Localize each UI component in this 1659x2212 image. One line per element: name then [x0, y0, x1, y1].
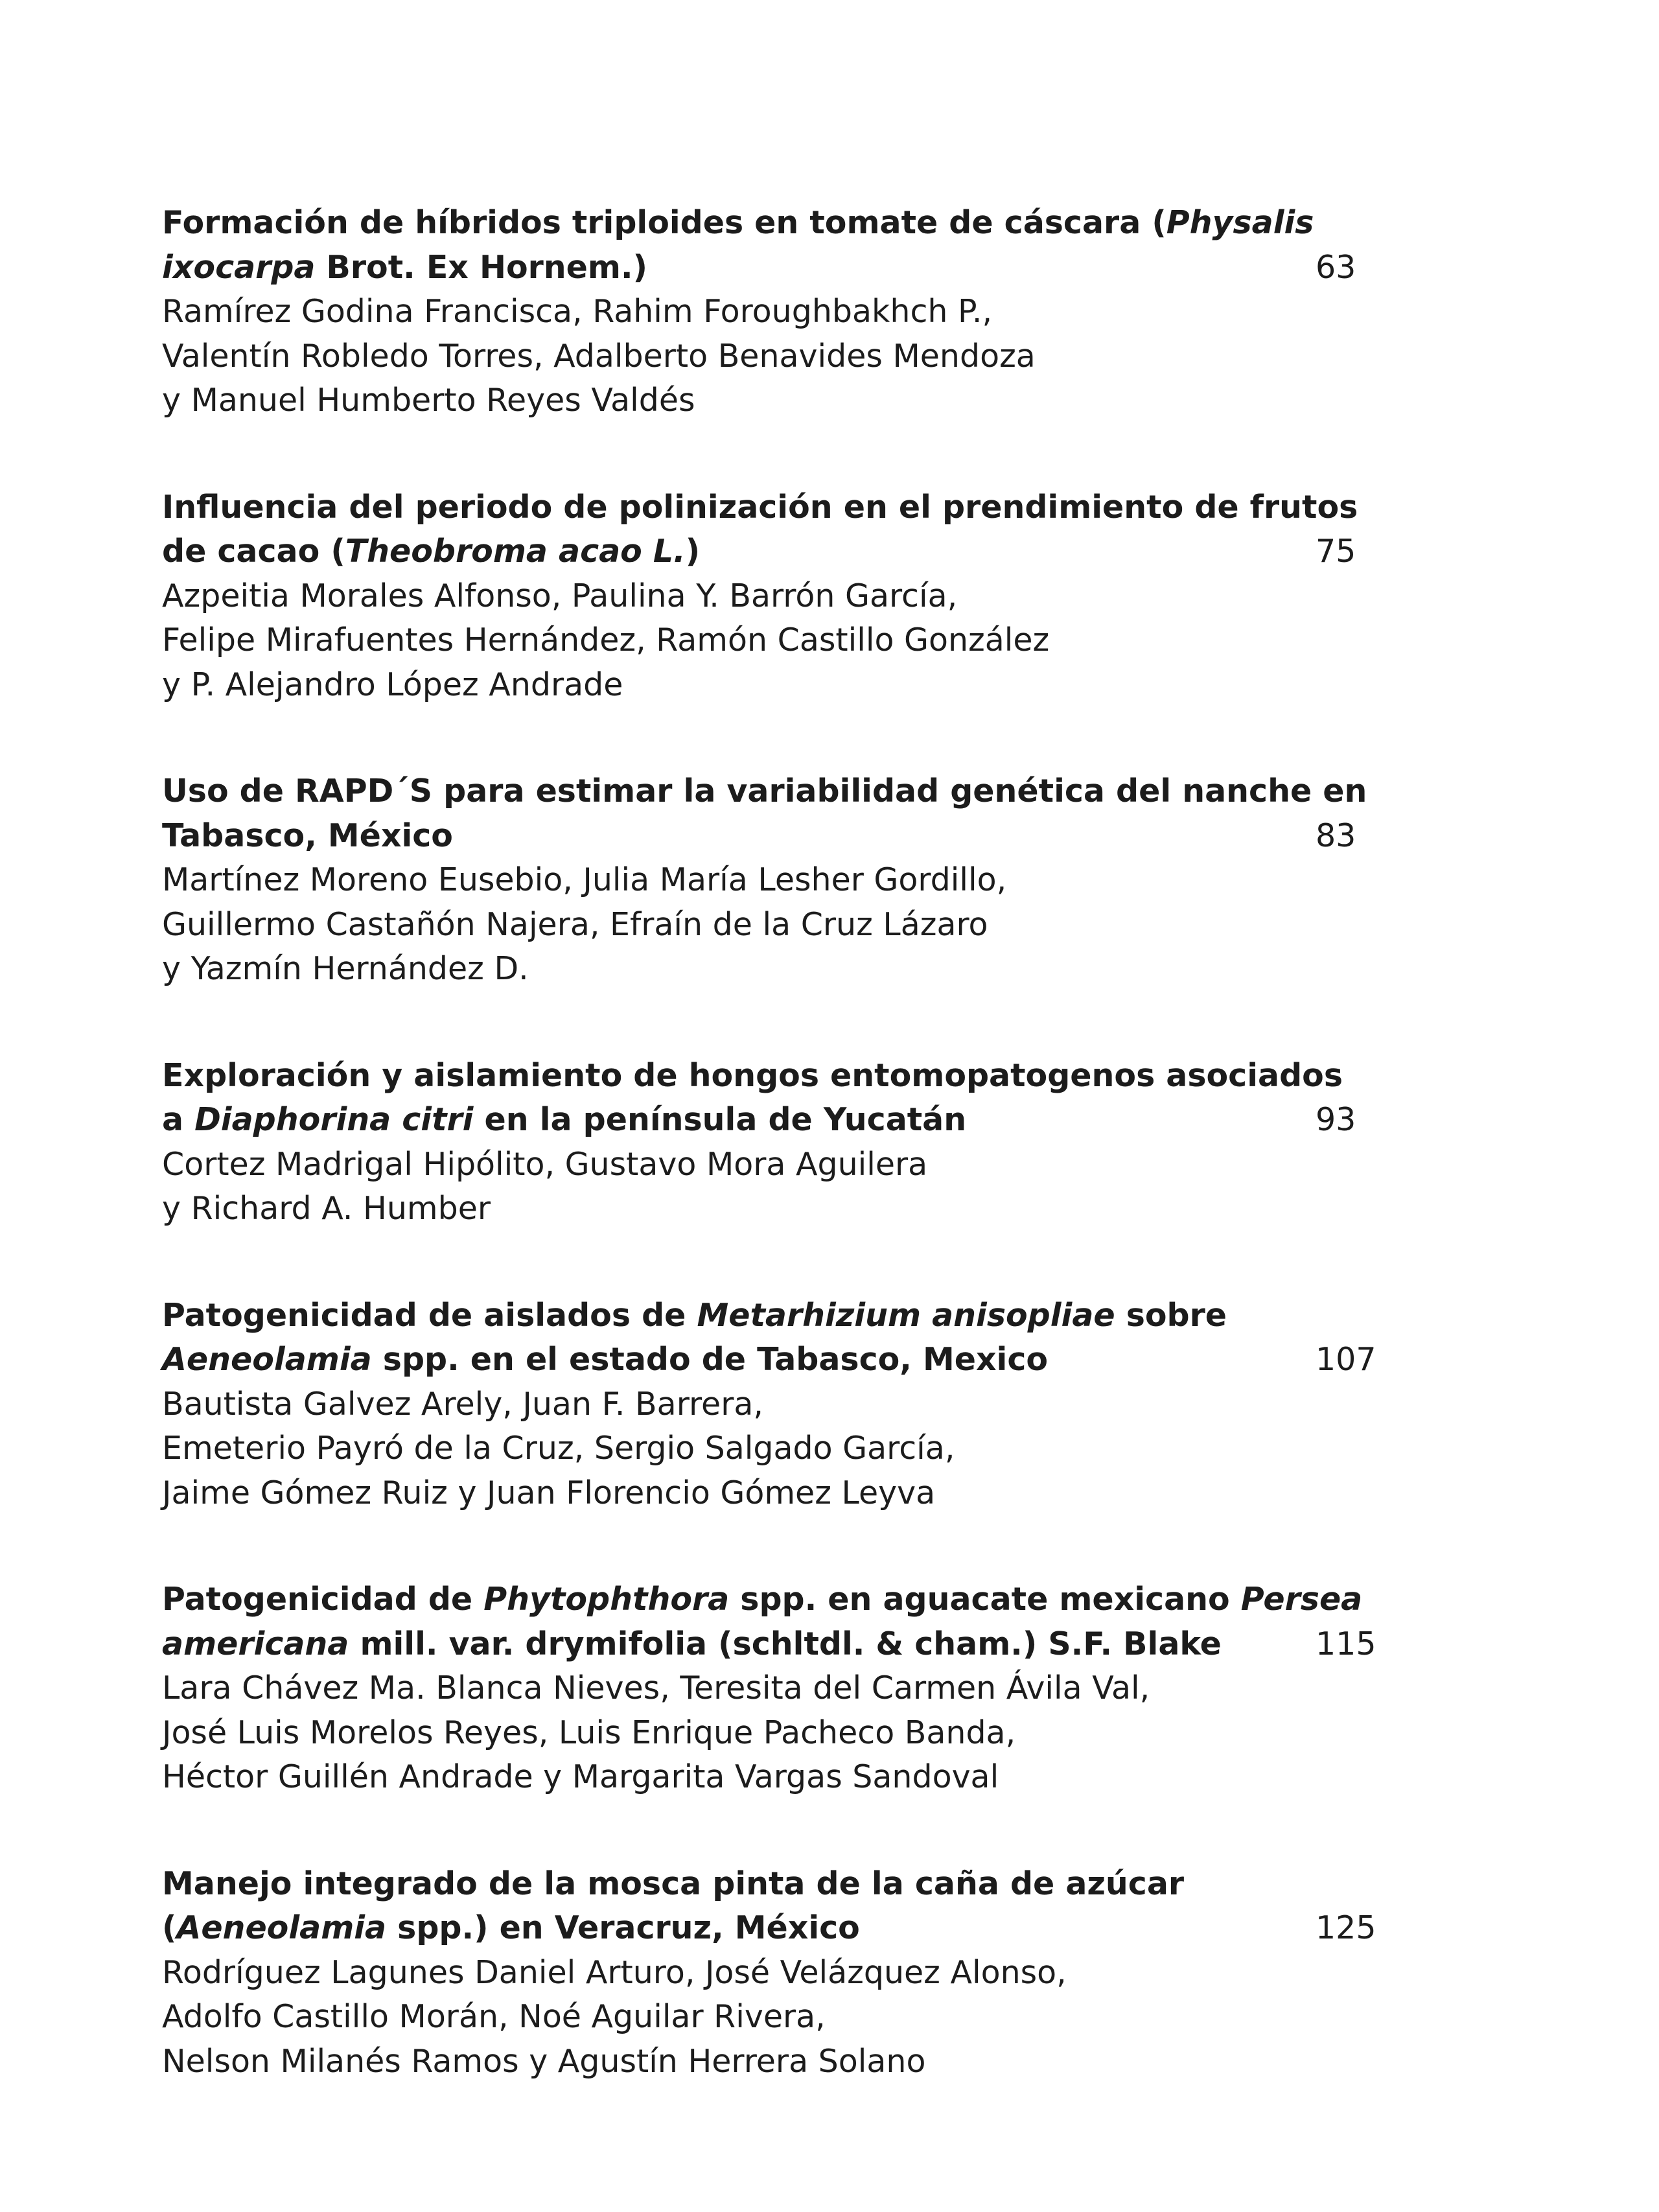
entry-title-line	[162, 1578, 1363, 1622]
entry-title-line	[162, 530, 1296, 574]
entry-authors-line: Ramírez Godina Francisca, Rahim Foroughbakhch P.,	[162, 293, 993, 330]
title-italic-segment: Diaphorina citri	[194, 1101, 474, 1138]
entry-title-line	[162, 1294, 1296, 1338]
page-number: 83	[1316, 817, 1356, 854]
entry-title-line	[162, 1098, 1296, 1143]
entry-authors-line: Cortez Madrigal Hipólito, Gustavo Mora Aguilera	[162, 1145, 928, 1183]
entry-authors-line: Martínez Moreno Eusebio, Julia María Lesher Gordillo,	[162, 861, 1007, 898]
entry-authors-line: Lara Chávez Ma. Blanca Nieves, Teresita del Carmen Ávila Val,	[162, 1670, 1150, 1706]
title-italic-segment: Physalis	[1166, 204, 1314, 241]
title-segment: Manejo integrado de la mosca pinta de la caña de azúcar	[162, 1865, 1185, 1902]
entry-authors-line: y P. Alejandro López Andrade	[162, 666, 623, 703]
entry-title-line	[162, 485, 1358, 530]
entry-authors-line: Jaime Gómez Ruiz y Juan Florencio Gómez Leyva	[162, 1474, 936, 1511]
title-segment: Brot. Ex Hornem.)	[315, 248, 647, 286]
entry-authors-line: y Richard A. Humber	[162, 1190, 491, 1227]
toc-entry	[162, 201, 1393, 423]
toc-entry	[162, 1862, 1393, 2084]
title-segment: Influencia del periodo de polinización en el prendimiento de frutos	[162, 488, 1358, 526]
entry-title-line	[162, 814, 1296, 859]
entry-authors-line: Emeterio Payró de la Cruz, Sergio Salgado García,	[162, 1430, 955, 1467]
entry-title-line	[162, 1622, 1296, 1667]
title-segment: Uso de RAPD´S para estimar la variabilidad genética del nanche en	[162, 773, 1367, 809]
entry-authors-line: José Luis Morelos Reyes, Luis Enrique Pacheco Banda,	[162, 1714, 1016, 1751]
entry-title-line	[162, 1054, 1343, 1099]
toc-entry	[162, 1054, 1393, 1231]
toc-entry	[162, 1578, 1393, 1800]
title-segment: Patogenicidad de	[162, 1581, 484, 1618]
entry-authors-line: Adolfo Castillo Morán, Noé Aguilar Rivera,	[162, 1998, 826, 2035]
entry-title-line	[162, 246, 1296, 290]
page-number: 75	[1316, 533, 1356, 570]
title-segment: Patogenicidad de aislados de	[162, 1296, 697, 1334]
title-italic-segment: Theobroma acao L.	[345, 533, 686, 570]
entry-authors-line: Rodríguez Lagunes Daniel Arturo, José Velázquez Alonso,	[162, 1953, 1067, 1991]
title-segment: sobre	[1115, 1296, 1227, 1334]
title-italic-segment: Metarhizium anisopliae	[697, 1296, 1115, 1334]
title-segment: de cacao (	[162, 533, 345, 570]
title-segment: )	[685, 533, 701, 570]
page-number: 125	[1316, 1909, 1376, 1946]
entry-title-line	[162, 201, 1314, 246]
entry-authors-line: Héctor Guillén Andrade y Margarita Vargas Sandoval	[162, 1758, 999, 1795]
title-italic-segment: Aeneolamia	[176, 1909, 387, 1946]
entry-title-line	[162, 1862, 1296, 1907]
entry-authors-line: y Yazmín Hernández D.	[162, 950, 529, 987]
page-number: 107	[1316, 1341, 1376, 1378]
title-segment: (	[162, 1909, 177, 1946]
title-segment: spp.) en Veracruz, México	[386, 1909, 860, 1946]
toc-entry	[162, 485, 1393, 708]
title-segment: spp. en aguacate mexicano	[729, 1581, 1241, 1618]
title-italic-segment: Persea	[1240, 1581, 1363, 1618]
entry-authors-line: Guillermo Castañón Najera, Efraín de la Cruz Lázaro	[162, 905, 988, 943]
title-italic-segment: Aeneolamia	[162, 1341, 372, 1378]
toc-entry	[162, 1294, 1393, 1516]
title-italic-segment: ixocarpa	[162, 248, 316, 286]
title-segment: mill. var. drymifolia (schltdl. & cham.) S.F. Blake	[349, 1625, 1222, 1662]
entry-authors-line: Felipe Mirafuentes Hernández, Ramón Castillo González	[162, 622, 1050, 658]
page-number: 93	[1316, 1101, 1356, 1138]
title-segment: a	[162, 1101, 195, 1138]
page-number: 115	[1316, 1625, 1376, 1662]
page-number: 63	[1316, 248, 1356, 286]
entry-title-line	[162, 1338, 1296, 1382]
entry-title-line	[162, 1906, 1296, 1951]
entry-authors-line: Valentín Robledo Torres, Adalberto Benavides Mendoza	[162, 337, 1036, 375]
entry-title-line	[162, 769, 1367, 814]
title-segment: spp. en el estado de Tabasco, Mexico	[371, 1341, 1049, 1378]
title-segment: Exploración y aislamiento de hongos entomopatogenos asociados	[162, 1056, 1343, 1094]
entry-authors-line: Azpeitia Morales Alfonso, Paulina Y. Barrón García,	[162, 577, 958, 614]
entry-authors-line: Nelson Milanés Ramos y Agustín Herrera Solano	[162, 2042, 926, 2080]
title-segment: en la península de Yucatán	[473, 1101, 967, 1138]
entry-authors-line: y Manuel Humberto Reyes Valdés	[162, 382, 695, 419]
entry-authors-line: Bautista Galvez Arely, Juan F. Barrera,	[162, 1385, 763, 1423]
table-of-contents	[162, 201, 1393, 2146]
title-segment: Formación de híbridos triploides en tomate de cáscara (	[162, 204, 1166, 241]
toc-entry	[162, 769, 1393, 992]
title-segment: Tabasco, México	[162, 817, 453, 854]
title-italic-segment: Phytophthora	[483, 1581, 730, 1618]
title-italic-segment: americana	[162, 1625, 349, 1662]
